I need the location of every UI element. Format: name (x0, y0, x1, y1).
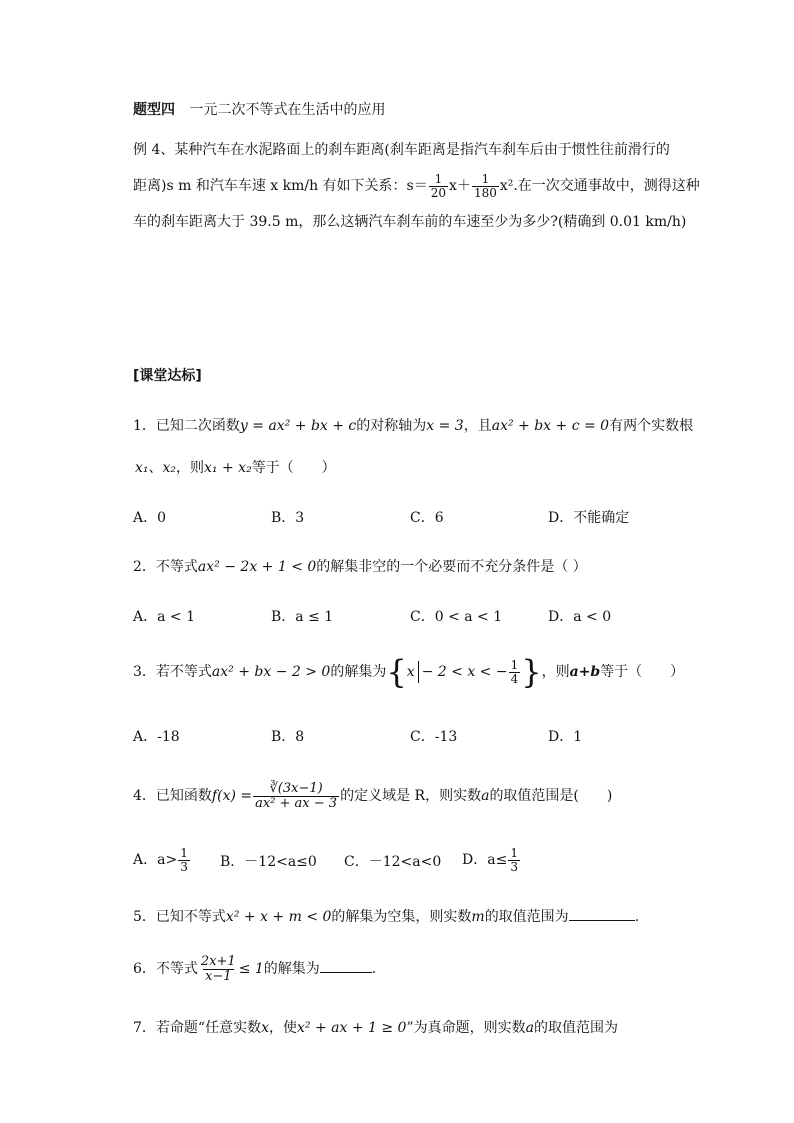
fraction-1-20 (429, 173, 448, 199)
q4-text-b: 的定义域是 R，则实数 (340, 788, 482, 804)
q2-math: ax² − 2x + 1 < 0 (197, 559, 317, 575)
q4-math-f: f(x) = (211, 788, 253, 804)
q1-option-c: C．6 (410, 510, 444, 526)
fraction-den: x−1 (205, 968, 232, 984)
q7-text-a: 7．若命题“任意实数 (133, 1020, 262, 1036)
example-line-2-c: x².在一次交通事故中，测得这种 (499, 178, 700, 194)
fraction-num: 2x+1 (200, 953, 236, 969)
fraction-num: 1 (510, 657, 519, 672)
q3-set-var: x (406, 664, 415, 680)
section-heading (133, 99, 385, 119)
q7-math-a: a (525, 1020, 534, 1036)
q1-text-a: 1．已知二次函数 (133, 418, 240, 434)
q1-sep: 、 (148, 460, 163, 476)
example-line-3: 车的刹车距离大于 39.5 m，那么这辆汽车刹车前的车速至少为多少?(精确到 0.01 km/h) (133, 214, 687, 230)
question-2 (133, 556, 587, 576)
q2-option-a: A．a < 1 (133, 609, 195, 625)
q4-text-c: 的取值范围是( ) (489, 788, 613, 804)
q6-math-b: ≤ 1 (238, 961, 264, 977)
q4-option-b: B．－12<a≤0 (220, 854, 317, 870)
fraction-den: ax² + ax − 3 (255, 795, 338, 811)
q1-line2-tail: 等于（ ） (251, 460, 336, 476)
set-bar (418, 661, 419, 683)
q1-option-a: A．0 (133, 510, 167, 526)
q4-option-c: C．－12<a<0 (344, 854, 442, 870)
fraction-den: 180 (473, 185, 497, 200)
q3-option-b: B．8 (271, 729, 305, 745)
q3-text-c: ，则 (541, 664, 570, 680)
section-heading-desc: 一元二次不等式在生活中的应用 (189, 102, 386, 118)
q4-text-a: 4．已知函数 (133, 788, 212, 804)
q2-option-c: C．0 < a < 1 (410, 609, 503, 625)
q6-text-a: 6．不等式 (133, 961, 198, 977)
q3-math: ax² + bx − 2 > 0 (211, 664, 331, 680)
fraction-den: 3 (180, 859, 188, 874)
q4-option-d (462, 842, 521, 878)
q6-tail: . (371, 961, 377, 977)
q1-text-d: 有两个实数根 (609, 418, 694, 434)
fraction-num: 1 (180, 845, 188, 860)
q5-text-b: 的解集为空集，则实数 (331, 909, 472, 925)
q7-math: x² + ax + 1 ≥ 0 (296, 1020, 407, 1036)
question-5 (133, 906, 639, 926)
q7-math-x: x (261, 1020, 269, 1036)
q4-fraction (253, 782, 339, 810)
example-line-2 (133, 172, 700, 200)
q7-text-c: ”为真命题，则实数 (406, 1020, 526, 1036)
fraction-den: 3 (510, 859, 518, 874)
question-1-line-2 (135, 457, 336, 477)
q7-text-b: ，使 (268, 1020, 297, 1036)
fraction-1-3 (508, 847, 520, 873)
answer-blank[interactable] (320, 960, 372, 973)
question-1-line-1 (133, 415, 693, 435)
q1-math-b: x = 3 (426, 418, 464, 434)
q4-option-a (133, 842, 191, 878)
q3-fraction (509, 659, 521, 685)
q5-math-m: m (471, 909, 485, 925)
q6-text-b: 的解集为 (263, 961, 320, 977)
example-line-2-b: x＋ (449, 178, 471, 194)
q3-option-c: C．-13 (410, 729, 458, 745)
fraction-num: 1 (434, 171, 443, 186)
fraction-num: 1 (481, 171, 490, 186)
q1-line2-text: ，则 (176, 460, 205, 476)
q5-tail: . (634, 909, 640, 925)
q7-text-d: 的取值范围为 (533, 1020, 618, 1036)
q1-math-a: y = ax² + bx + c (239, 418, 357, 434)
q5-math: x² + x + m < 0 (225, 909, 332, 925)
q5-text-a: 5．已知不等式 (133, 909, 226, 925)
q3-option-d: D．1 (548, 729, 583, 745)
left-brace: { (386, 653, 407, 691)
q3-text-b: 的解集为 (330, 664, 387, 680)
q2-option-d: D．a < 0 (548, 609, 612, 625)
q3-option-a: A．-18 (133, 729, 180, 745)
example-line-2-a: 距离)s m 和汽车车速 x km/h 有如下关系：s＝ (133, 178, 428, 194)
q1-root-1: x₁ (135, 460, 149, 476)
q3-set-cond: − 2 < x < − (421, 664, 508, 680)
example-line-1: 例 4、某种汽车在水泥路面上的刹车距离(刹车距离是指汽车刹车后由于惯性往前滑行的 (133, 142, 670, 158)
question-6 (133, 948, 376, 990)
q1-root-2: x₂ (162, 460, 177, 476)
q1-option-b: B．3 (271, 510, 305, 526)
q1-math-c: ax² + bx + c = 0 (491, 418, 610, 434)
fraction-num: ∛(3x−1) (269, 780, 323, 796)
question-7 (133, 1017, 618, 1037)
q4-option-a-label: A．a> (133, 852, 178, 868)
fraction-num: 1 (510, 845, 518, 860)
q1-text-c: ，且 (463, 418, 492, 434)
fraction-1-3 (178, 847, 190, 873)
question-3 (133, 653, 684, 691)
section-heading-label: 题型四 (133, 102, 175, 118)
q1-option-d: D．不能确定 (548, 510, 630, 526)
q1-sum: x₁ + x₂ (204, 460, 252, 476)
q1-text-b: 的对称轴为 (356, 418, 427, 434)
right-brace: } (521, 653, 542, 691)
q2-text-b: 的解集非空的一个必要而不充分条件是（ ） (316, 559, 587, 575)
q2-option-b: B．a ≤ 1 (271, 609, 334, 625)
classwork-heading: [课堂达标] (133, 368, 202, 384)
q3-math-ab: a+b (569, 664, 601, 680)
q3-text-a: 3．若不等式 (133, 664, 212, 680)
answer-blank[interactable] (569, 908, 635, 921)
fraction-den: 4 (510, 671, 519, 686)
q5-text-c: 的取值范围为 (484, 909, 569, 925)
fraction-1-180 (472, 173, 499, 199)
q4-math-a: a (481, 788, 490, 804)
q6-fraction (199, 955, 238, 983)
question-4 (133, 776, 612, 816)
fraction-den: 20 (430, 185, 447, 200)
q3-text-d: 等于（ ） (600, 664, 685, 680)
q2-text-a: 2．不等式 (133, 559, 198, 575)
q4-option-d-label: D．a≤ (462, 852, 508, 868)
